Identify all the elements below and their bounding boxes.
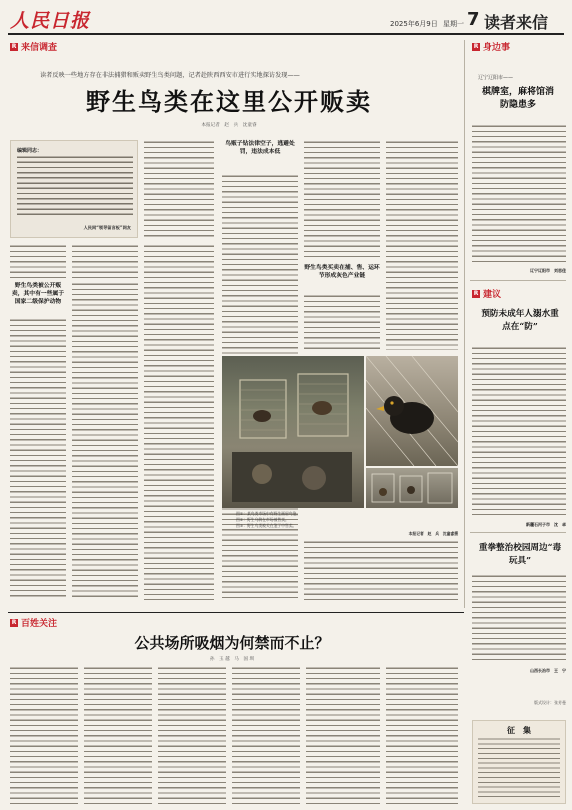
lead-col3-text-top xyxy=(144,140,214,238)
section-marker-icon: R xyxy=(11,618,17,626)
bottom-section-rule xyxy=(8,612,464,613)
photo-bird-market xyxy=(222,356,364,508)
lead-col3-text-bottom xyxy=(144,244,214,600)
photo-caption-3: 图③：野生鸟类被关在笼子中售卖。 xyxy=(236,523,297,528)
bottom-col6-text xyxy=(386,666,458,806)
section-marker-icon: R xyxy=(473,289,479,297)
sidebar-mid-label: R 建议 xyxy=(473,289,502,300)
sidebar-mid-text xyxy=(472,346,566,518)
letter-body xyxy=(17,155,133,217)
sidebar-top-location: 辽宁辽阳市—— xyxy=(478,75,514,81)
letter-greeting: 编辑同志： xyxy=(17,148,43,154)
lead-headline: 野生鸟类在这里公开贩卖 xyxy=(86,87,372,116)
bottom-headline: 公共场所吸烟为何禁而不止？ xyxy=(134,634,330,652)
sidebar-rule-1 xyxy=(470,280,566,281)
bottom-col2-text xyxy=(84,666,152,806)
lead-col5-text-tail xyxy=(304,540,458,600)
subhead-1: 野生鸟类被公开贩卖，其中有一些属于国家二级保护动物 xyxy=(11,283,65,305)
bottom-col1-text xyxy=(10,666,78,806)
lead-col1-intro xyxy=(10,244,66,278)
photo-credit: 本报记者 赵 兵 沈童睿摄 xyxy=(408,531,458,536)
letter-signature: 人民网“领导留言板”网友 xyxy=(83,225,131,230)
lead-col5-text-top xyxy=(304,140,380,260)
layout-editor-credit: 版式设计：张芳曼 xyxy=(534,700,566,705)
page-title: 读者来信 xyxy=(484,13,549,32)
bottom-section-label: R 百姓关注 xyxy=(11,618,58,629)
sidebar-top-text xyxy=(472,124,566,264)
sidebar-top-label: R 身边事 xyxy=(473,42,511,53)
photo-caption-2: 图②：野生乌鸫在市场被售卖。 xyxy=(236,517,289,522)
masthead-rule xyxy=(8,33,564,35)
photo-caption-1: 图①：某鸟类市场中有野生画眉鸟笼。 xyxy=(236,511,301,516)
lead-col2-text xyxy=(72,282,138,600)
blackbird-illustration xyxy=(366,356,458,466)
issue-date: 2025年6月9日 xyxy=(390,20,438,28)
subhead-2: 鸟贩子钻法律空子，逃避处罚，违法成本低 xyxy=(225,141,295,155)
lead-col6-text xyxy=(386,140,458,350)
lead-section-label: R 来信调查 xyxy=(11,42,58,53)
lead-col2-intro xyxy=(72,244,138,278)
lead-col1-text xyxy=(10,318,66,600)
section-marker-icon: R xyxy=(473,42,479,50)
small-cages-illustration xyxy=(366,468,458,508)
sidebar-mid-sign: 新疆石河子市 沈 卓 xyxy=(526,522,566,527)
photo-small-cages xyxy=(366,468,458,508)
section-marker-icon: R xyxy=(11,42,17,50)
sidebar-low-sign: 山西长治市 王 宁 xyxy=(530,668,566,673)
sidebar-top-sign: 辽宁辽阳市 刘思佳 xyxy=(530,268,566,273)
subhead-3: 野生鸟类买卖在捕、售、运环节形成灰色产业链 xyxy=(304,265,380,279)
sidebar-mid-headline: 预防未成年人溺水重点在“防” xyxy=(481,309,559,332)
lead-deck: 读者反映一些地方存在非法捕猎和贩卖野生鸟类问题，记者赴陕西西安市进行实地探访发现—— xyxy=(40,72,300,79)
notice-title: 征 集 xyxy=(507,725,531,735)
lead-byline: 本报记者 赵 兵 沈童睿 xyxy=(201,123,257,128)
issue-weekday: 星期一 xyxy=(443,20,464,28)
bottom-col4-text xyxy=(232,666,300,806)
cage-illustration xyxy=(222,356,364,508)
lead-col5-text-bottom xyxy=(304,294,380,350)
bottom-col3-text xyxy=(158,666,226,806)
photo-caged-blackbird xyxy=(366,356,458,466)
sidebar-rule-2 xyxy=(470,532,566,533)
sidebar-low-text xyxy=(472,574,566,664)
sidebar-top-headline: 棋牌室，麻将馆消防隐患多 xyxy=(481,87,554,110)
page-number: 7 xyxy=(467,9,480,30)
newspaper-logo: 人民日报 xyxy=(10,10,91,32)
bottom-col5-text xyxy=(306,666,380,806)
sidebar-divider xyxy=(464,40,465,608)
call-for-submissions-box xyxy=(472,720,566,804)
notice-text xyxy=(478,737,560,799)
sidebar-low-headline: 重拳整治校园周边“毒玩具” xyxy=(478,543,562,566)
reader-letter-box xyxy=(10,140,138,238)
bottom-byline: 孙 玉 越 马 国 圳 xyxy=(209,657,255,662)
